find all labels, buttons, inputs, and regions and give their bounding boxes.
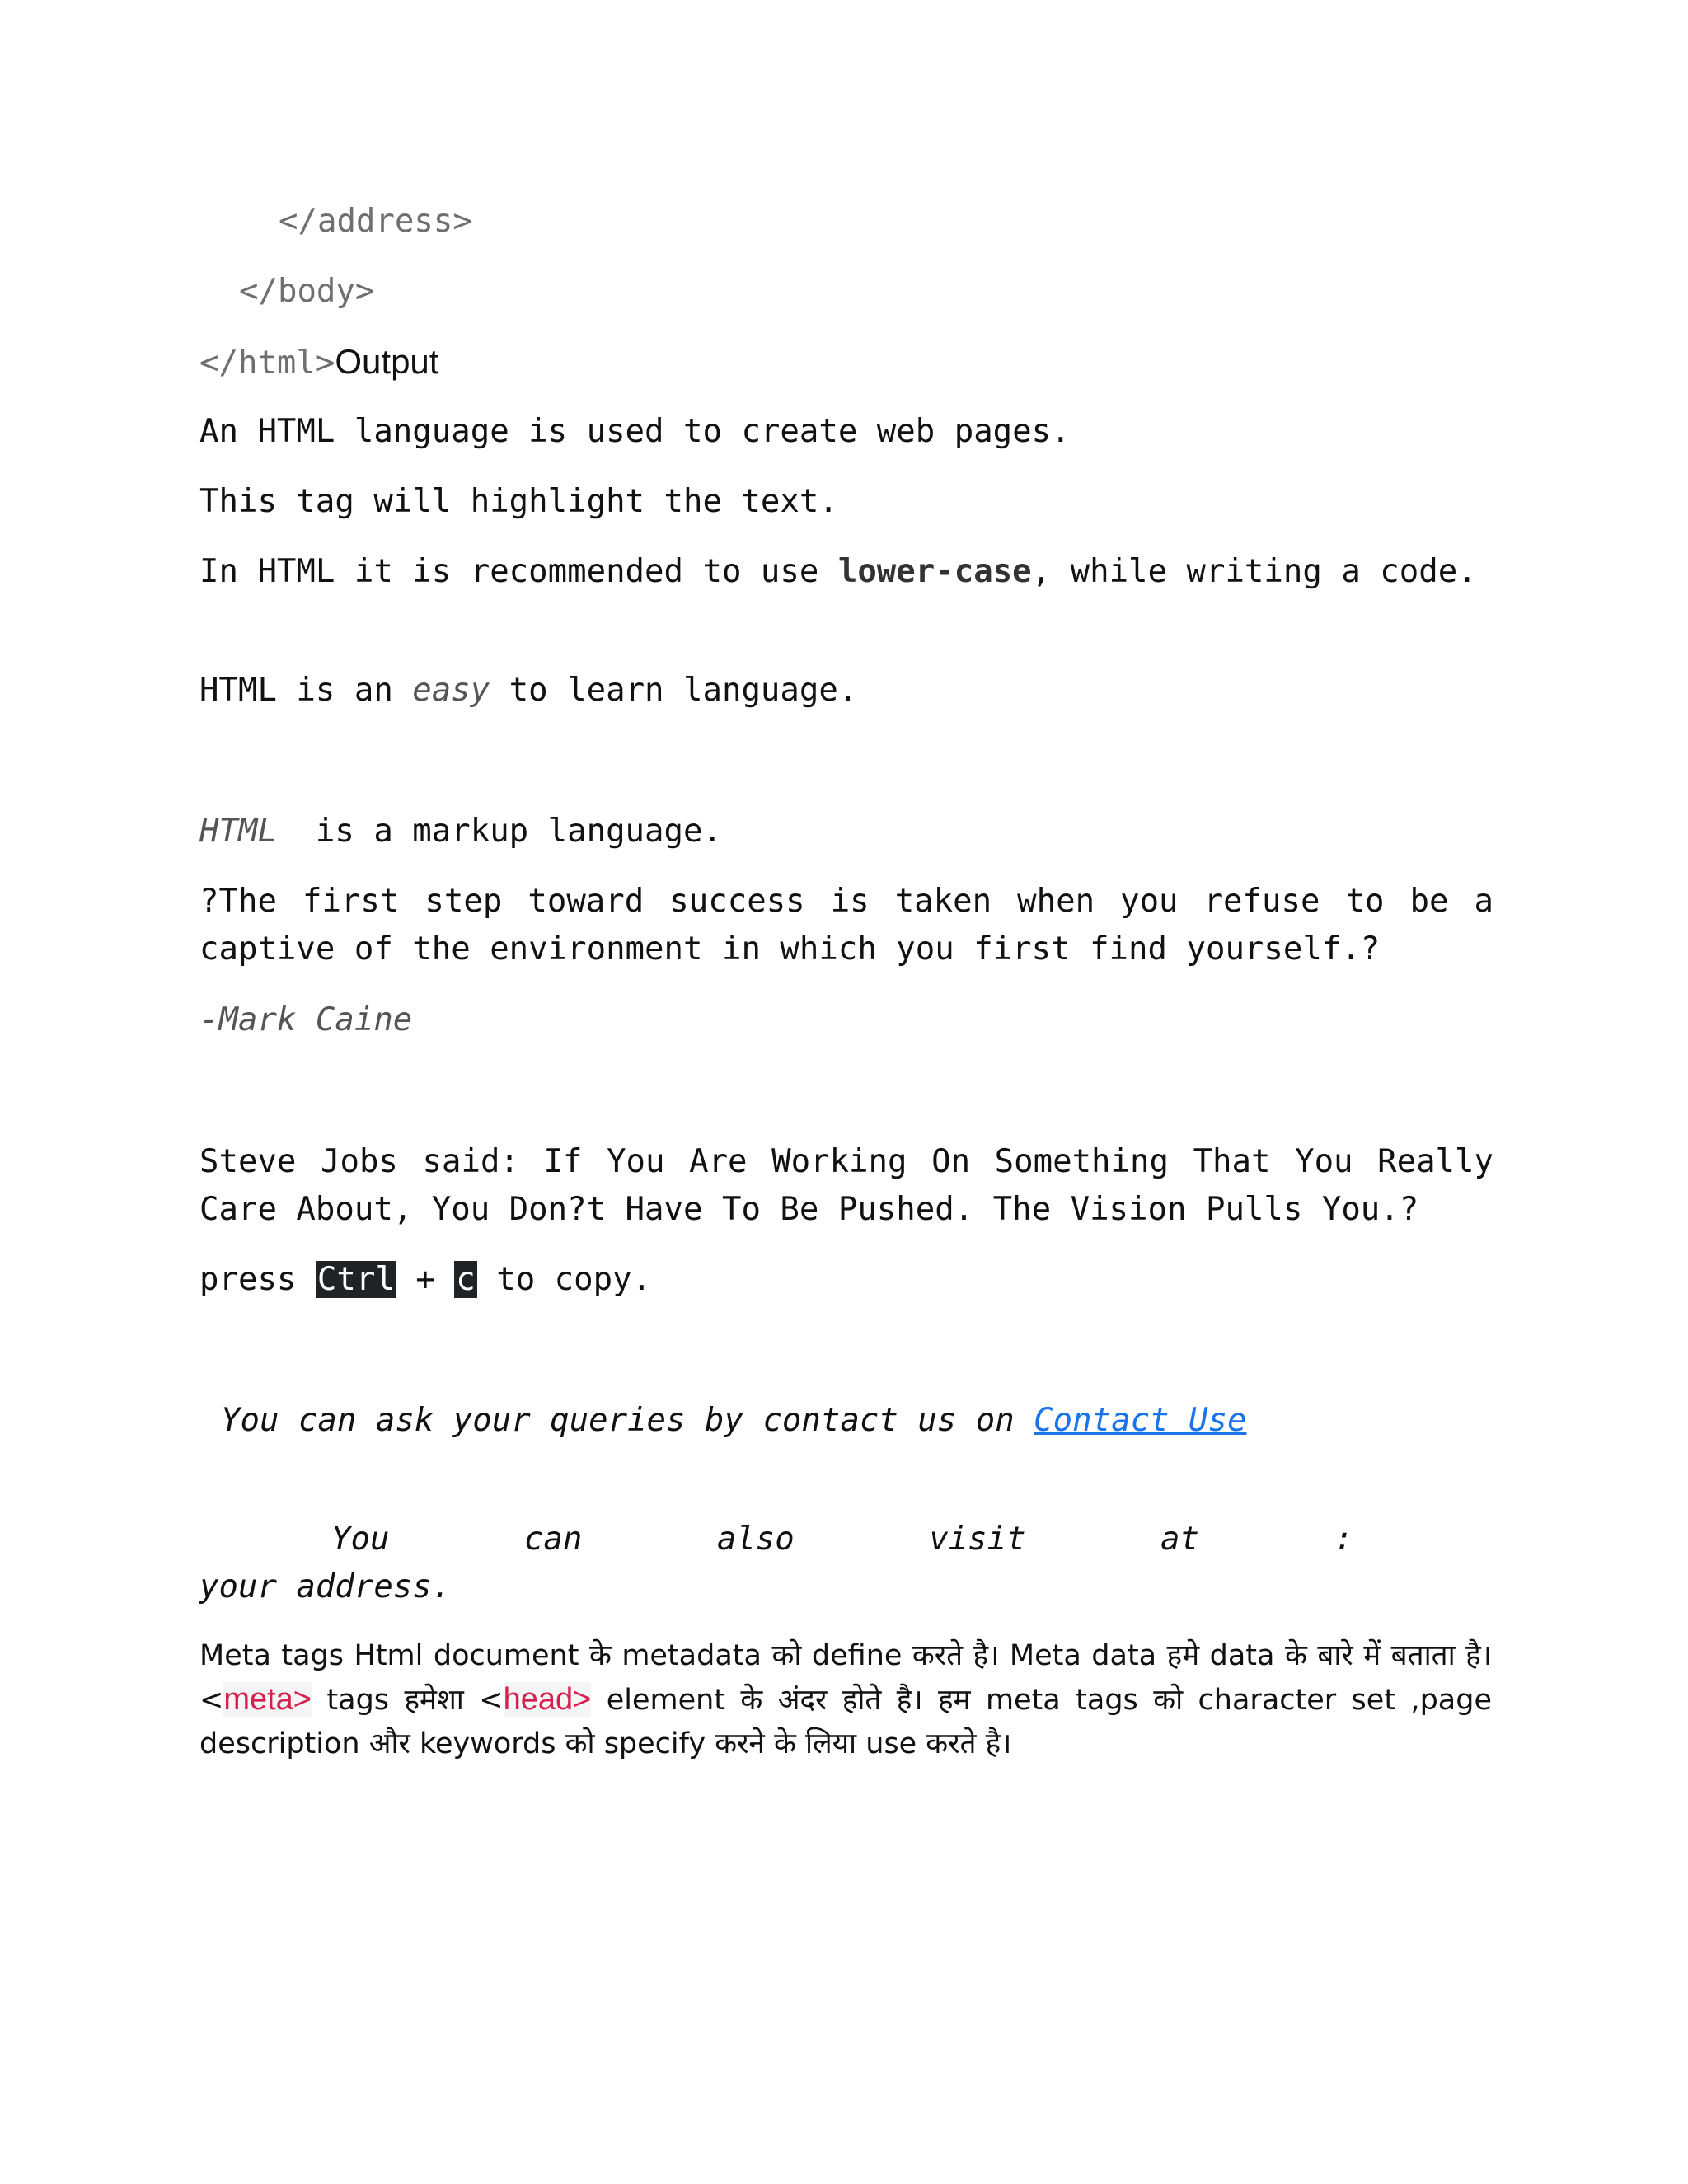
text-fragment: press <box>199 1261 316 1298</box>
address-word: also <box>716 1521 795 1558</box>
html-close-line <box>199 338 1493 387</box>
code-text: </address> <box>279 203 472 240</box>
address-word: visit <box>929 1521 1026 1558</box>
keyboard-shortcut-line <box>199 1256 1493 1304</box>
contact-link[interactable]: Contact Use <box>1034 1402 1247 1439</box>
text-fragment: tags हमेशा < <box>312 1684 504 1717</box>
text-fragment: Meta tags Html document के metadata को define करते है। Meta data हमे data के बारे में बताता है। < <box>199 1639 1492 1717</box>
address-word: : <box>1334 1521 1353 1558</box>
paragraph-markup <box>199 808 1493 855</box>
text-fragment: , while writing a code. <box>1031 553 1477 590</box>
paragraph-highlight: This tag will highlight the text. <box>199 483 838 520</box>
strong-text: lower-case <box>837 553 1032 590</box>
meta-tags-paragraph <box>199 1634 1492 1766</box>
text-fragment: element के अंदर होते है। हम meta tags को character set ,page description और keywords को specify करने के लिया use करते है। <box>199 1684 1492 1760</box>
contact-text: You can ask your queries by contact us on <box>221 1402 1034 1439</box>
text-fragment: to learn language. <box>490 672 858 709</box>
paragraph-easy <box>199 667 1493 715</box>
address-word: at <box>1160 1521 1200 1558</box>
contact-line <box>199 1397 1515 1445</box>
text-fragment: + <box>396 1261 455 1298</box>
head-tag-code: head> <box>503 1682 592 1717</box>
text-fragment: In HTML it is recommended to use <box>199 553 838 590</box>
jobs-quote: Steve Jobs said: If You Are Working On Something That You Really Care About, You Don?t Have To Be Pushed. The Vision Pulls You.? <box>199 1143 1493 1228</box>
address-close-tag <box>199 198 1573 246</box>
abbr-text: HTML <box>199 813 277 850</box>
body-close-tag <box>199 268 1533 316</box>
address-line-1 <box>199 1516 1353 1563</box>
blockquote-text: ?The first step toward success is taken when you refuse to be a captive of the environment in which you first find yourself.? <box>199 883 1493 968</box>
c-key: c <box>456 1261 476 1298</box>
emphasis-text: easy <box>412 672 490 709</box>
paragraph-lowercase <box>199 548 1493 596</box>
output-label: Output <box>335 342 439 381</box>
ctrl-key: Ctrl <box>316 1261 395 1298</box>
address-word: can <box>523 1521 583 1558</box>
text-fragment: HTML is an <box>199 672 413 709</box>
address-word: You <box>331 1521 390 1558</box>
html-close-tag: </html> <box>199 344 335 382</box>
address-line-2: your address. <box>199 1568 452 1605</box>
paragraph-html-language: An HTML language is used to create web pages. <box>199 413 1071 450</box>
quote-citation <box>199 996 1493 1044</box>
text-fragment: is a markup language. <box>276 813 722 850</box>
citation-text: -Mark Caine <box>199 1001 413 1038</box>
text-fragment: to copy. <box>476 1261 652 1298</box>
meta-tag-code: meta> <box>223 1682 312 1717</box>
code-text: </body> <box>239 273 375 310</box>
